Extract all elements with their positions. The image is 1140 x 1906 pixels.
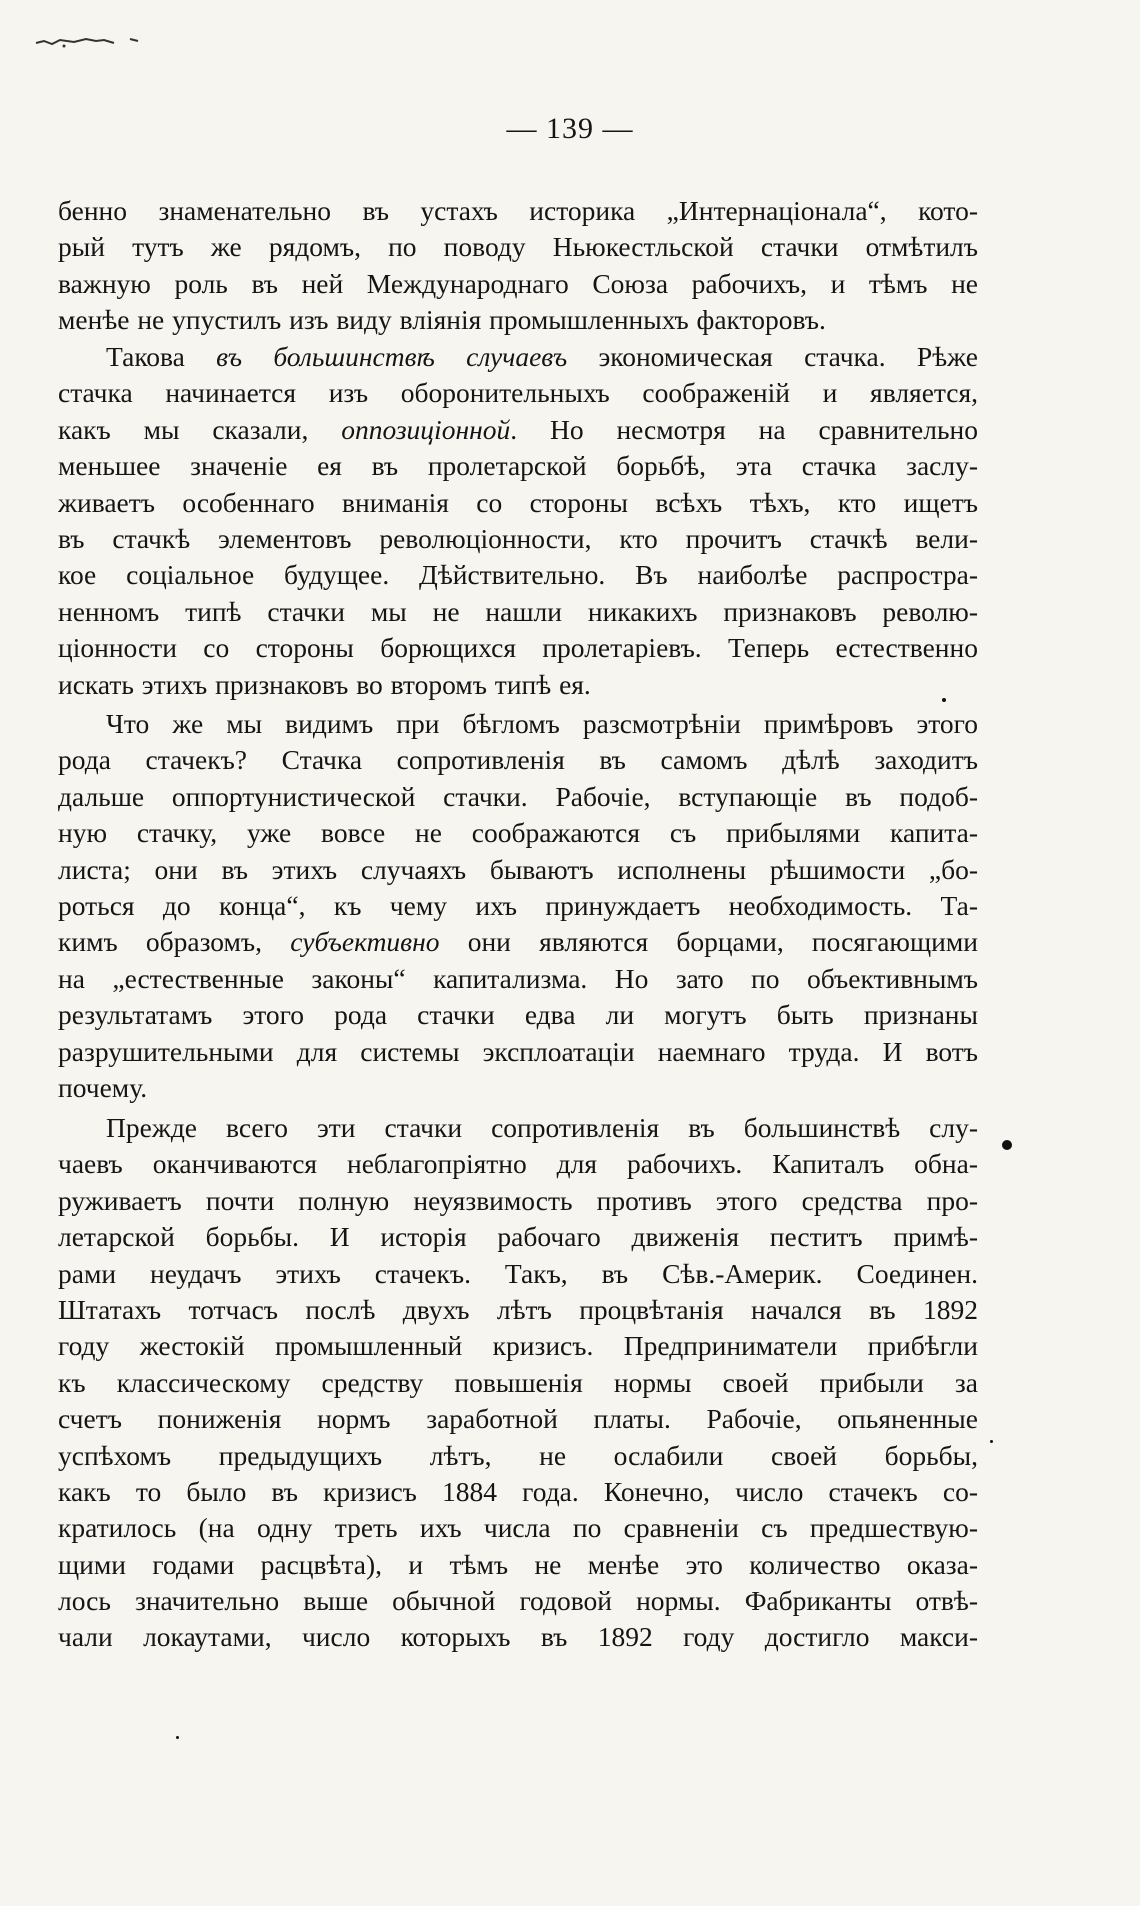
text-line: стачка начинается изъ оборонительныхъ соображеній и является, [58, 377, 978, 409]
text-line: руживаетъ почти полную неуязвимость противъ этого средства про- [58, 1184, 978, 1216]
text-line: кратилось (на одну треть ихъ числа по сравненіи съ предшествую- [58, 1512, 978, 1544]
paragraph-resistance-strike [58, 706, 978, 1106]
page-number: — 139 — [506, 112, 634, 145]
text-line: почему. [58, 1071, 148, 1103]
text-line: въ стачкѣ элементовъ революціонности, кто прочитъ стачкѣ вели- [58, 522, 978, 554]
paragraph-strike-outcomes [58, 1110, 978, 1656]
ink-speck [942, 698, 946, 702]
ink-speck [176, 1736, 179, 1739]
text-line: ціонности со стороны борющихся пролетаріевъ. Теперь естественно [58, 632, 978, 664]
paragraph-continuation [58, 193, 978, 339]
text-line: къ классическому средству повышенія нормы своей прибыли за [58, 1366, 978, 1398]
text-line: меньшее значеніе ея въ пролетарской борьбѣ, эта стачка заслу- [58, 450, 978, 482]
text-line: важную роль въ ней Международнаго Союза рабочихъ, и тѣмъ не [58, 267, 978, 299]
text-line: счетъ пониженія нормъ заработной платы. Рабочіе, опьяненные [58, 1403, 978, 1435]
text-line: живаетъ особеннаго вниманія со стороны всѣхъ тѣхъ, кто ищетъ [58, 486, 978, 518]
text-line: Такова въ большинствѣ случаевъ экономическая стачка. Рѣже [106, 341, 978, 372]
text-line: дальше оппортунистической стачки. Рабочіе, вступающіе въ подоб- [58, 780, 978, 812]
text-line: какъ то было въ кризисъ 1884 года. Конечно, число стачекъ со- [58, 1475, 978, 1507]
text-line: на „естественные законы“ капитализма. Но зато по объективнымъ [58, 962, 978, 994]
ink-speck [1002, 1140, 1012, 1150]
paragraph-economic-strike [58, 339, 978, 703]
ink-speck [990, 1440, 993, 1443]
text-line: листа; они въ этихъ случаяхъ бываютъ исполнены рѣшимости „бо- [58, 853, 978, 885]
text-line: роться до конца“, къ чему ихъ принуждаетъ необходимость. Та- [58, 889, 978, 921]
text-line: успѣхомъ предыдущихъ лѣтъ, не ослабили своей борьбы, [58, 1439, 978, 1471]
text-line: Прежде всего эти стачки сопротивленія въ большинствѣ слу- [106, 1112, 978, 1143]
scan-corner-mark [34, 34, 144, 52]
text-line: году жестокій промышленный кризисъ. Предприниматели прибѣгли [58, 1330, 978, 1362]
text-line: Что же мы видимъ при бѣгломъ разсмотрѣніи примѣровъ этого [106, 708, 978, 739]
text-line: какъ мы сказали, оппозиціонной. Но несмотря на сравнительно [58, 413, 978, 445]
text-line: рами неудачъ этихъ стачекъ. Такъ, въ Сѣв.-Америк. Соединен. [58, 1257, 978, 1289]
text-line: бенно знаменательно въ устахъ историка „Интернаціонала“, кото- [58, 195, 978, 226]
text-line: летарской борьбы. И исторія рабочаго движенія пеститъ примѣ- [58, 1221, 978, 1253]
text-line: ную стачку, уже вовсе не соображаются съ прибылями капита- [58, 817, 978, 849]
text-line: менѣе не упустилъ изъ виду вліянія промышленныхъ факторовъ. [58, 304, 826, 336]
text-line: рый тутъ же рядомъ, по поводу Ньюкестльской стачки отмѣтилъ [58, 231, 978, 263]
text-line: результатамъ этого рода стачки едва ли могутъ быть признаны [58, 999, 978, 1031]
text-line: кое соціальное будущее. Дѣйствительно. Въ наиболѣе распростра- [58, 559, 978, 591]
text-line: чали локаутами, число которыхъ въ 1892 году достигло макси- [58, 1621, 978, 1653]
text-line: щими годами расцвѣта), и тѣмъ не менѣе это количество оказа- [58, 1548, 978, 1580]
text-line: искать этихъ признаковъ во второмъ типѣ ея. [58, 668, 591, 700]
text-line: Штатахъ тотчасъ послѣ двухъ лѣтъ процвѣтанія начался въ 1892 [58, 1293, 978, 1325]
text-line: ненномъ типѣ стачки мы не нашли никакихъ признаковъ револю- [58, 595, 978, 627]
text-line: разрушительными для системы эксплоатаціи наемнаго труда. И вотъ [58, 1035, 978, 1067]
text-line: рода стачекъ? Стачка сопротивленія въ самомъ дѣлѣ заходитъ [58, 744, 978, 776]
text-line: кимъ образомъ, субъективно они являются борцами, посягающими [58, 926, 978, 958]
text-line: чаевъ оканчиваются неблагопріятно для рабочихъ. Капиталъ обна- [58, 1148, 978, 1180]
text-line: лось значительно выше обычной годовой нормы. Фабриканты отвѣ- [58, 1585, 978, 1617]
